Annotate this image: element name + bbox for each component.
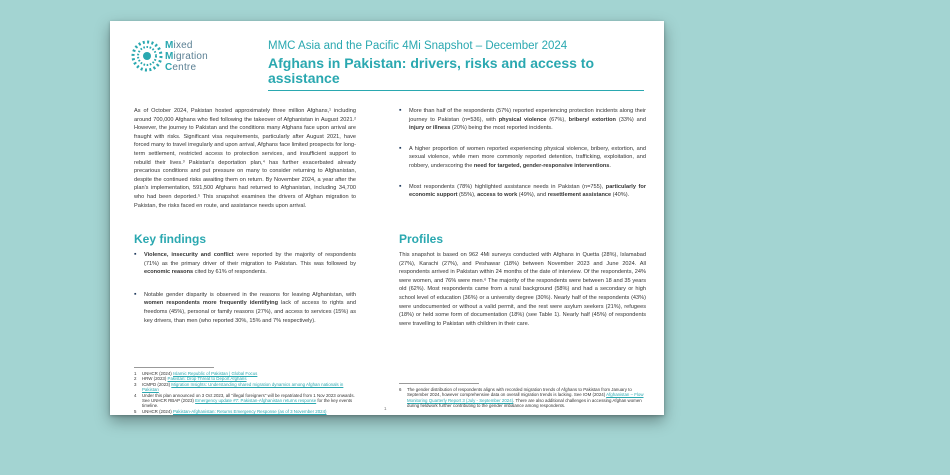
finding-bullet-5: ▪ Most respondents (78%) highlighted assistance needs in Pakistan (n=755), particularly for economic support (55%), access to work (49%), and resettlement assistance (40%). (399, 183, 646, 200)
footnote-2-link[interactable]: Pakistan: Drop Threat to Deport Afghans (167, 376, 247, 382)
page-number: 1 (384, 406, 387, 411)
header-divider (268, 90, 644, 91)
footnote-2: 2 HRW (2023) Pakistan: Drop Threat to Deport Afghans (134, 376, 247, 382)
footnote-4: 4 Under this plan announced on 3 Oct 2023, all "illegal foreigners" will be repatriated from 1 Nov 2023 onwards. See UNHCR RBAP (2023) Emergency update #7: Pakistan-Afghanistan returns response for the key events timeline. (134, 392, 355, 409)
report-title: Afghans in Pakistan: drivers, risks and access to assistance (268, 55, 595, 86)
footnote-1-link[interactable]: Islamic Republic of Pakistan | Global Focus (173, 371, 258, 376)
footnote-divider-left (134, 367, 214, 368)
key-findings-list (134, 251, 356, 325)
footnote-5: 5 UNHCR (2024) Pakistan-Afghanistan: Returns Emergency Response (as of 3 November 2024) (134, 408, 327, 414)
finding-bullet-3: ▪ More than half of the respondents (57%) reported experiencing protection incidents along their journey to Pakistan (n=536), with physical violence (67%), bribery/ extortion (33%) and injury or illness (20%) being the most reported incidents. (399, 107, 646, 133)
footnote-divider-right (399, 383, 479, 384)
footnote-5-link[interactable]: Pakistan-Afghanistan: Returns Emergency Response (as of 3 November 2024) (173, 408, 327, 414)
footnotes-left (134, 371, 356, 414)
finding-bullet-4: ▪ A higher proportion of women reported experiencing physical violence, bribery, extortion, and sexual violence, while men more commonly reported detention, trafficking, exploitation, and robbery, underscoring the need for targeted, gender-responsive interventions. (399, 145, 646, 171)
footnote-4-link[interactable]: Emergency update #7: Pakistan-Afghanistan returns response (195, 398, 317, 404)
profiles-paragraph: This snapshot is based on 962 4Mi surveys conducted with Afghans in Quetta (28%), Islamabad (27%), Karachi (27%), and Peshawar (18%) between November 2023 and June 2024. All respondents arrived in Pakistan within 24 months of the date of interview. Of the respondents, 24% were women, and 76% were men.⁶ The majority of the respondents were between 18 and 35 years old (62%). Most respondents came from a rural background (58%) and had a secondary or high school level of education (36%) or a university degree (30%). Nearly half of the respondents (43%) were undocumented or without a valid permit, and the rest were asylum seekers (21%), refugees (18%) or held some form of documentation (18%) (see Table 1). Nearly half (45%) of respondents were travelling to Pakistan with children in their care. (399, 252, 646, 327)
logo-line-2: Migration (165, 51, 208, 62)
intro-paragraph: As of October 2024, Pakistan hosted approximately three million Afghans,¹ including around 700,000 Afghans who fled following the takeover of Afghanistan in August 2021.² However, the journey to Pakistan and the conditions many Afghans face upon arrival are fraught with risks. Significant visa requirements, particularly after August 2021, have forced many to travel irregularly and upon arrival, Afghans face limited prospects for long-term settlement, restricted access to protection services, and insufficient support to rebuild their lives.³ Pakistan's deportation plan,⁴ has further exacerbated already precarious conditions and put pressure on many to consider returning to Afghanistan, despite the continued risks awaiting them on return. By November 2024, a year after the plan's implementation, 591,500 Afghans had returned to Afghanistan, including 34,700 who had been deported.⁵ This snapshot examines the drivers of Afghan migration to Pakistan, the risks faced en route, and assistance needs upon arrival. (134, 108, 356, 209)
profiles-heading: Profiles (399, 232, 444, 246)
document-page (110, 21, 664, 415)
report-subtitle: MMC Asia and the Pacific 4Mi Snapshot – December 2024 (268, 40, 568, 52)
footnote-6: 6 The gender distribution of respondents aligns with recorded migration trends of Afghans to Pakistan from January to September 2024, however comprehensive data on overall migration trends is lacking. See IOM (2024) Afghanistan – Flow Monitoring Quarterly Report 3 (July - September 2024). There are also additional challenges in accessing Afghan women during fieldwork further contributing to the gender imbalance among respondents. (399, 387, 644, 409)
finding-bullet-2: ▪ Notable gender disparity is observed in the reasons for leaving Afghanistan, with women respondents more frequently identifying lack of access to rights and freedoms (45%), personal or family reasons (27%), and access to services (15%) as key drivers, than men (who reported 30%, 15% and 7% respectively). (134, 291, 356, 325)
globe-logo-icon (130, 39, 164, 73)
logo-line-3: Centre (165, 62, 197, 73)
footnote-1: 1 UNHCR (2024) Islamic Republic of Pakistan | Global Focus (134, 371, 258, 376)
finding-bullet-1: ▪ Violence, insecurity and conflict were reported by the majority of respondents (71%) as the primary driver of their migration to Pakistan. This was followed by economic reasons cited by 61% of respondents. (134, 251, 356, 277)
mmc-logo (130, 39, 230, 81)
footnote-3: 3 ICMPD (2023) Migration Insights: Understanding shared migration dynamics among Afghan nationals in Pakistan (134, 381, 344, 393)
key-findings-heading: Key findings (134, 232, 207, 246)
footnote-3-link[interactable]: Migration Insights: Understanding shared migration dynamics among Afghan nationals in Pakistan (142, 381, 344, 393)
footnotes-right (399, 387, 646, 409)
risks-findings-list (399, 107, 646, 200)
logo-line-1: Mixed (165, 40, 193, 51)
footnote-6-link[interactable]: Afghanistan – Flow Monitoring Quarterly Report 3 (July - September 2024) (407, 392, 644, 403)
